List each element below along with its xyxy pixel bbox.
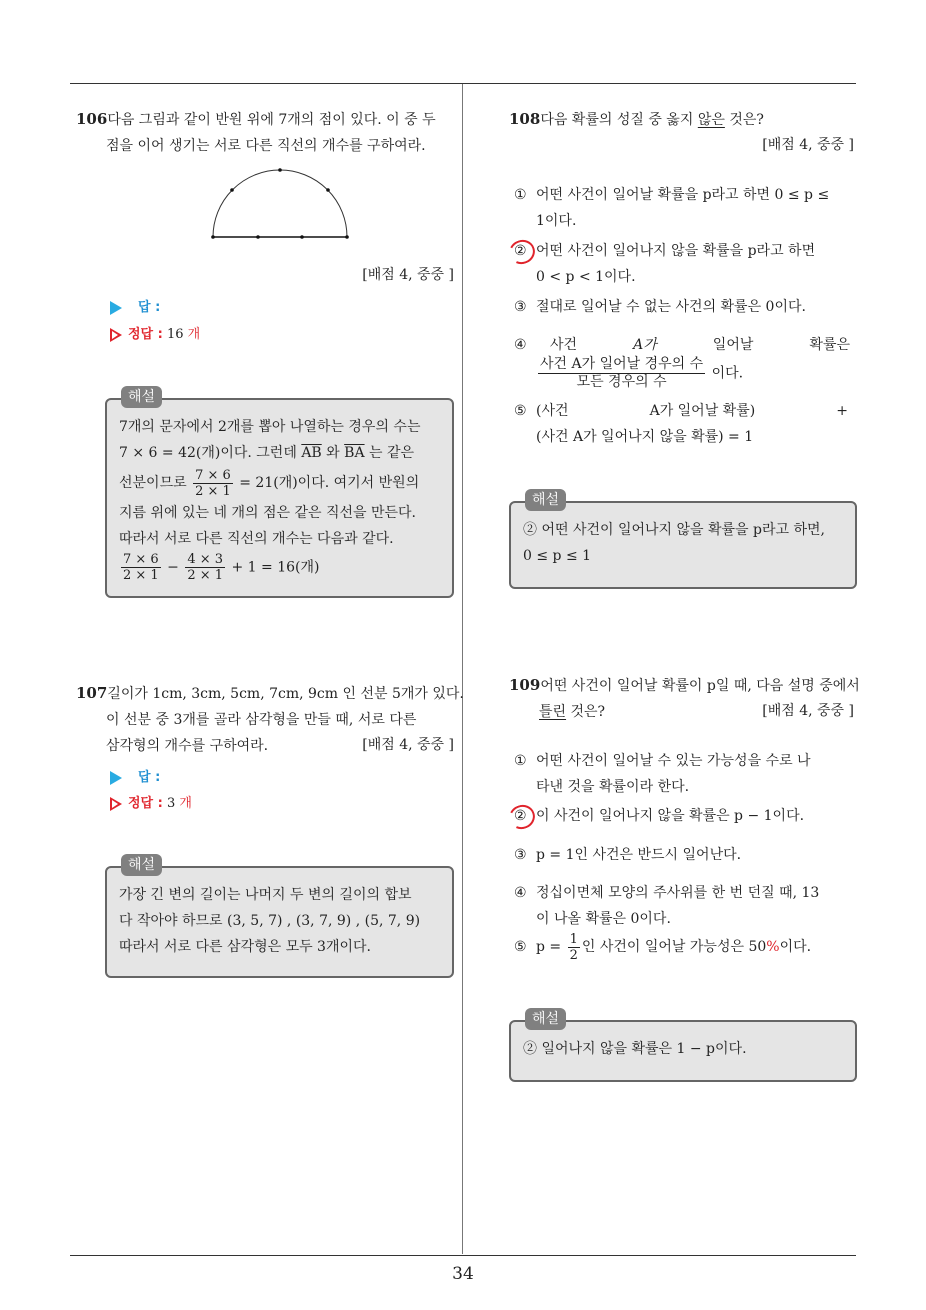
option-5: ⑤ p = $\frac{1}{2}$ 인 사건이 일어날 가능성은 50%이다. (514, 931, 812, 963)
question-text: 어떤 사건이 일어날 확률이 p일 때, 다음 설명 중에서 (540, 678, 860, 694)
option-4: ④ 사건 A가 일어날 확률은 $\frac{\text{사건 A가 일어날 경우의 수}}{\text{모든 경우의 수}}$ 이다. (514, 337, 850, 390)
figure-point (278, 168, 282, 172)
fraction: $\frac{4 \times 3}{2 \times 1}$ (187, 552, 224, 583)
answer-triangle-icon (110, 771, 122, 785)
solution-line: $\frac{7 \times 6}{2 \times 1}$ − $\frac{4 \times 3}{2 \times 1}$ + 1 = 16(개) (123, 552, 320, 583)
solution-line: 따라서 서로 다른 직선의 개수는 다음과 같다. (119, 531, 394, 547)
solution-line: 따라서 서로 다른 삼각형은 모두 3개이다. (119, 939, 371, 955)
figure-point (230, 188, 234, 192)
solution-line: 가장 긴 변의 길이는 나머지 두 변의 길이의 합보 (119, 887, 412, 903)
option-2-correct: ② 어떤 사건이 일어나지 않을 확률을 p라고 하면 0 < p < 1이다. (514, 238, 850, 290)
question-meta: [배점 4, 중중 ] (762, 137, 854, 153)
figure-point (211, 235, 215, 239)
solution-line: 7개의 문자에서 2개를 뽑아 나열하는 경우의 수는 (119, 419, 421, 435)
answer-label: 답 : (138, 770, 161, 785)
solution-tag: 해설 (525, 489, 566, 511)
question-106 (76, 106, 484, 159)
segment-ab: $\overline{AB}$ (301, 445, 322, 461)
correct-label: 정답 : (128, 327, 163, 342)
question-number: 109 (509, 676, 541, 694)
page-number: 34 (452, 1264, 474, 1284)
question-text: 다음 그림과 같이 반원 위에 7개의 점이 있다. 이 중 두 (107, 112, 436, 128)
solution-line: 7 × 6 = 42(개)이다. 그런데 $\overline{AB}$ 와 $\overline{BA}$ 는 같은 (119, 445, 415, 461)
emphasis-text: 틀린 (539, 704, 567, 720)
solution-box-108 (509, 492, 857, 589)
answer-line (110, 766, 160, 785)
solution-line: ② 어떤 사건이 일어나지 않을 확률을 p라고 하면, (523, 522, 825, 538)
solution-line: 선분이므로 $\frac{7 \times 6}{2 \times 1}$ = 21(개)이다. 여기서 반원의 (119, 467, 420, 499)
answer-line (110, 296, 160, 315)
correct-label: 정답 : (128, 796, 163, 811)
question-meta: [배점 4, 중중 ] (362, 737, 454, 753)
question-109: 109어떤 사건이 일어날 확률이 p일 때, 다음 설명 중에서 틀린 것은? (509, 676, 860, 720)
fraction: $\frac{7 \times 6}{2 \times 1}$ (123, 552, 159, 583)
correct-unit: 개 (179, 796, 192, 811)
option-1: ① 어떤 사건이 일어날 수 있는 가능성을 수로 나 타낸 것을 확률이라 한다. (514, 753, 811, 795)
fraction: $\frac{7 \times 6}{2 \times 1}$ (195, 467, 231, 499)
solution-box-107 (105, 857, 454, 978)
question-108: 108다음 확률의 성질 중 옳지 않은 것은? (509, 110, 764, 128)
column-divider (462, 84, 463, 1254)
solution-line: 다 작아야 하므로 (3, 5, 7) , (3, 7, 9) , (5, 7, 9) (119, 913, 421, 929)
bottom-rule (70, 1255, 856, 1256)
question-number: 106 (76, 110, 108, 128)
correct-value: 16 (166, 327, 184, 342)
question-number: 108 (509, 110, 541, 128)
option-3: ③ 절대로 일어날 수 없는 사건의 확률은 0이다. (514, 299, 806, 315)
option-5: ⑤ (사건 A가 일어날 확률) + (사건 A가 일어나지 않을 확률) = 1 (514, 403, 848, 445)
correct-unit: 개 (187, 327, 201, 342)
solution-box-109 (509, 1011, 857, 1082)
option-2-correct: ② 이 사건이 일어나지 않을 확률은 p − 1이다. (514, 803, 850, 829)
answer-circle-mark (506, 236, 539, 267)
correct-value: 3 (166, 796, 176, 811)
option-4: ④ 정십이면체 모양의 주사위를 한 번 던질 때, 13 이 나올 확률은 0이다. (514, 885, 820, 927)
answer-label: 답 : (138, 300, 161, 315)
solution-line: 0 ≤ p ≤ 1 (523, 548, 592, 564)
question-meta: [배점 4, 중중 ] (762, 703, 854, 719)
option-3: ③ p = 1인 사건은 반드시 일어난다. (514, 847, 742, 863)
correct-answer-line (110, 792, 192, 811)
correct-answer-line (110, 323, 200, 342)
figure-point (300, 235, 304, 239)
solution-line: 지름 위에 있는 네 개의 점은 같은 직선을 만든다. (119, 505, 417, 521)
figure-point (256, 235, 260, 239)
correct-triangle-icon (110, 797, 122, 811)
solution-tag: 해설 (121, 386, 162, 408)
top-rule (70, 83, 856, 84)
solution-line: ② 일어나지 않을 확률은 1 − p이다. (523, 1041, 747, 1057)
question-text: 점을 이어 생기는 서로 다른 직선의 개수를 구하여라. (106, 138, 426, 154)
solution-tag: 해설 (525, 1008, 566, 1030)
correct-triangle-icon (110, 328, 122, 342)
question-meta: [배점 4, 중중 ] (362, 267, 454, 283)
segment-ba: $\overline{BA}$ (344, 445, 365, 461)
solution-box-106 (105, 389, 454, 598)
emphasis-text: 않은 (697, 112, 725, 128)
option-1: ① 어떤 사건이 일어날 확률을 p라고 하면 0 ≤ p ≤ 1이다. (514, 187, 830, 229)
answer-triangle-icon (110, 301, 122, 315)
answer-circle-mark (506, 801, 539, 832)
figure-point (345, 235, 349, 239)
fraction: $\frac{\text{사건 A가 일어날 경우의 수}}{\text{모든 경우의 수}}$ (540, 356, 704, 390)
question-text: 삼각형의 개수를 구하여라. (106, 738, 269, 754)
solution-tag: 해설 (121, 854, 162, 876)
question-number: 107 (76, 684, 108, 702)
fraction: $\frac{1}{2}$ (569, 931, 578, 963)
question-text: 이 선분 중 3개를 골라 삼각형을 만들 때, 서로 다른 (106, 712, 417, 728)
figure-point (326, 188, 330, 192)
question-text: 길이가 1cm, 3cm, 5cm, 7cm, 9cm 인 선분 5개가 있다. (107, 686, 464, 702)
semicircle-figure (205, 160, 355, 245)
